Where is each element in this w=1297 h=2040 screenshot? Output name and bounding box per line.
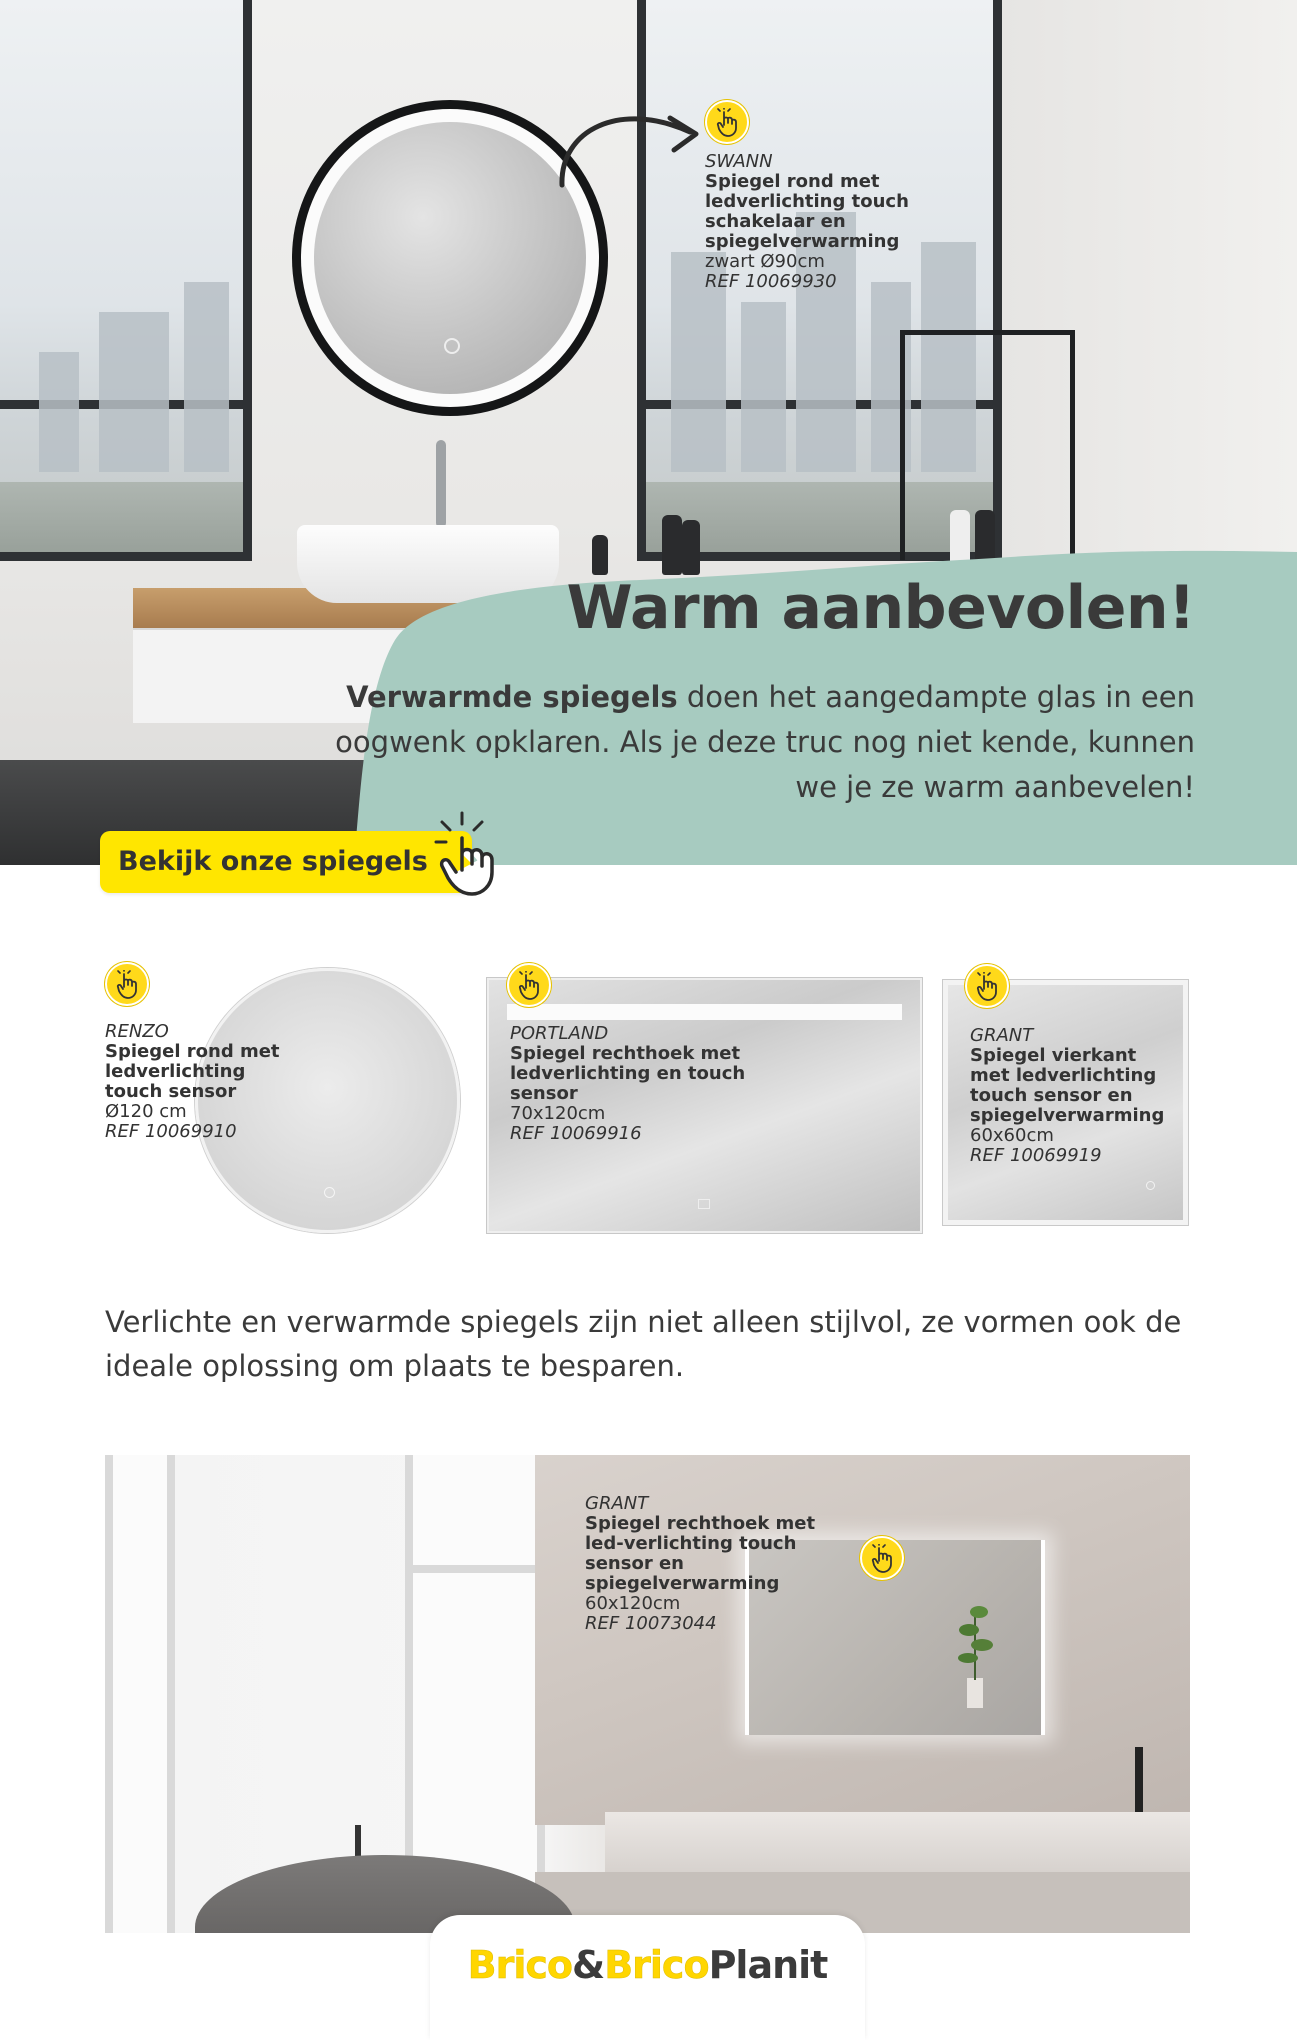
product-size: 60x120cm [585, 1593, 681, 1614]
product-name: GRANT [970, 1025, 1034, 1046]
touch-hand-icon[interactable] [105, 962, 149, 1006]
product-ref: REF 10069919 [970, 1145, 1102, 1166]
touch-hand-icon[interactable] [965, 964, 1009, 1008]
brico-planit-logo[interactable] [430, 1943, 865, 1987]
product-label-grant-rect [585, 1494, 855, 1634]
product-description: Spiegel rechthoek met ledverlichting en touch sensor [510, 1043, 746, 1104]
product-description: Spiegel rechthoek met led-verlichting touch sensor en spiegelverwarming [585, 1513, 816, 1594]
touch-hand-icon[interactable] [507, 963, 551, 1007]
sink-counter [605, 1812, 1190, 1872]
view-mirrors-button[interactable]: Bekijk onze spiegels [100, 831, 472, 893]
hero-section [0, 0, 1297, 865]
hero-title: Warm aanbevolen! [566, 573, 1195, 643]
product-name: RENZO [105, 1021, 169, 1042]
product-name: SWANN [705, 151, 773, 172]
product-label-portland [510, 1024, 760, 1144]
touch-hand-icon[interactable] [860, 1536, 904, 1580]
hero-intro-bold: Verwarmde spiegels [346, 680, 678, 714]
pointing-hand-icon [432, 808, 522, 898]
product-size: 60x60cm [970, 1125, 1054, 1146]
product-description: Spiegel vierkant met ledverlichting touch sensor en spiegelverwarming [970, 1045, 1165, 1126]
product-label-swann [705, 152, 965, 292]
product-description: Spiegel rond met ledverlichting touch schakelaar en spiegelverwarming [705, 171, 909, 252]
product-ref: REF 10069930 [705, 271, 837, 292]
product-ref: REF 10073044 [585, 1613, 717, 1634]
product-ref: REF 10069916 [510, 1123, 642, 1144]
body-paragraph: Verlichte en verwarmde spiegels zijn niet alleen stijlvol, ze vormen ook de ideale oplossing om plaats te besparen. [105, 1305, 1182, 1383]
product-ref: REF 10069910 [105, 1121, 237, 1142]
hero-intro-text [320, 675, 1195, 810]
product-label-grant-square [970, 1026, 1180, 1166]
footer-logo-tab [430, 1915, 865, 2040]
product-label-renzo [105, 1022, 285, 1142]
product-size: 70x120cm [510, 1103, 606, 1124]
hero-intro-rest: doen het aangedampte glas in een oogwenk opklaren. Als je deze truc nog niet kende, kunnen we je ze warm aanbevelen! [335, 680, 1195, 804]
product-description: Spiegel rond met ledverlichting touch sensor [105, 1041, 280, 1102]
logo-part-brico: Brico [467, 1943, 573, 1987]
window [105, 1455, 175, 1933]
product-size: zwart Ø90cm [705, 251, 825, 272]
product-name: GRANT [585, 1493, 649, 1514]
logo-part-planit: Planit [708, 1943, 828, 1987]
faucet [1135, 1747, 1143, 1817]
plant [955, 1590, 995, 1710]
logo-part-brico-2: Brico [604, 1943, 709, 1987]
product-size: Ø120 cm [105, 1101, 187, 1122]
touch-hand-icon[interactable] [705, 100, 749, 144]
logo-ampersand: & [572, 1943, 605, 1987]
product-name: PORTLAND [510, 1023, 609, 1044]
